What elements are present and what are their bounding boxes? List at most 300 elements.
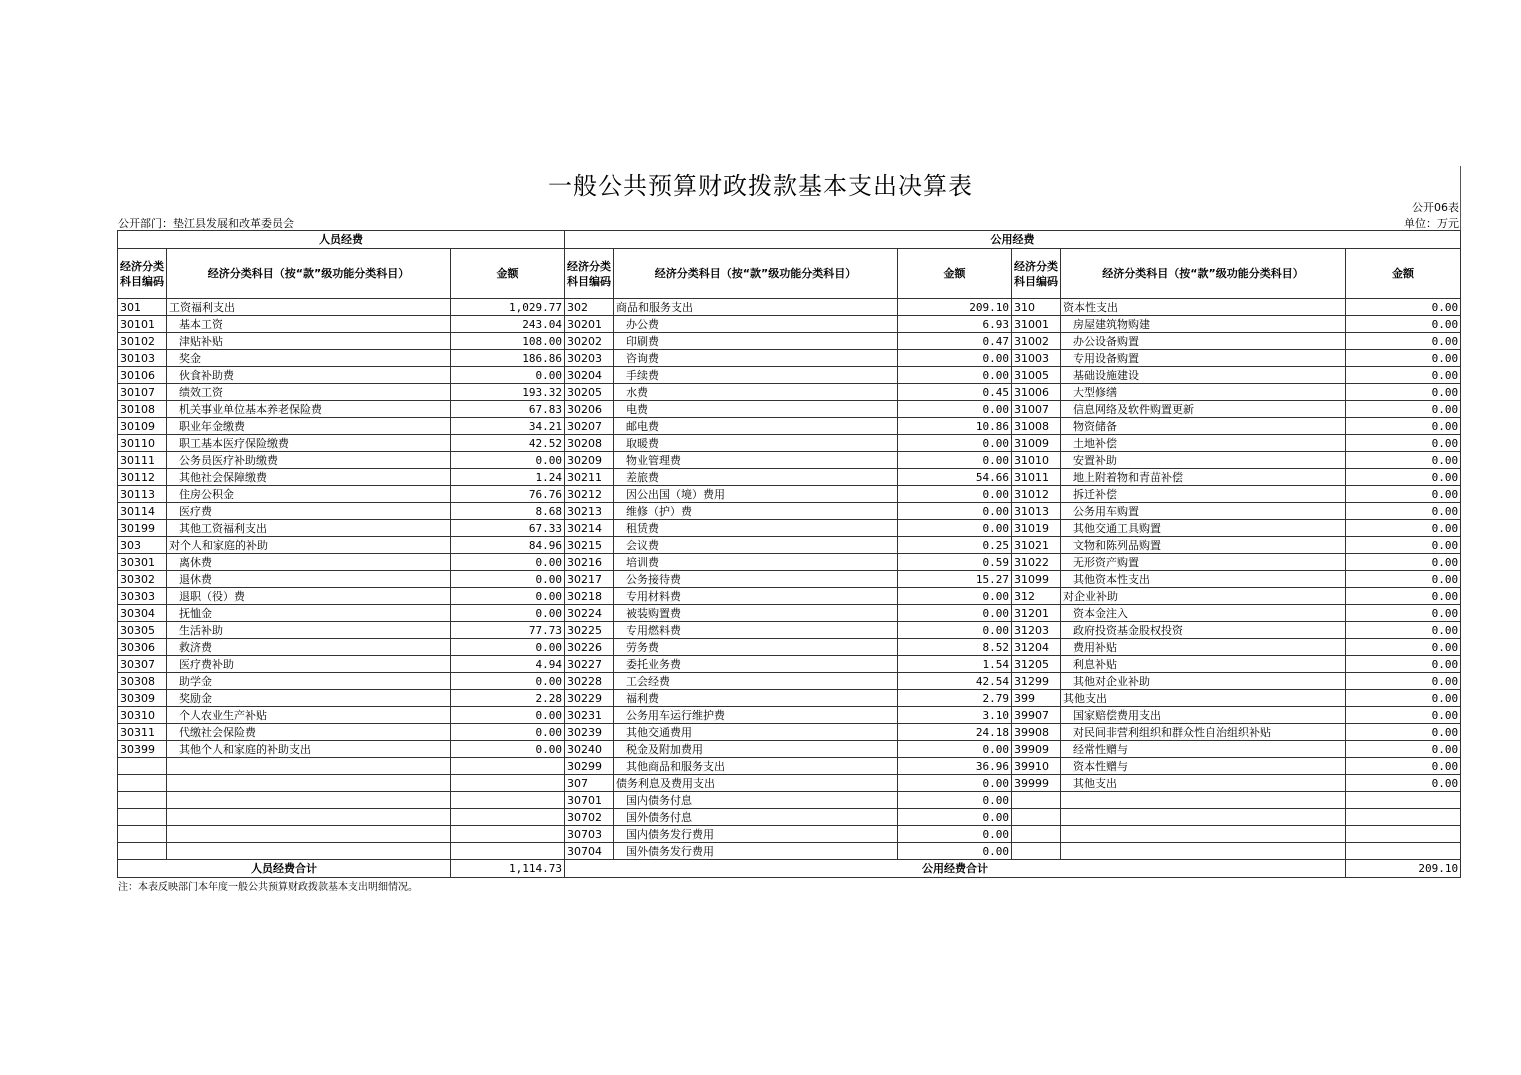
amount-cell: 0.00 (898, 367, 1012, 384)
code-cell: 31099 (1012, 571, 1061, 588)
name-cell (1061, 843, 1346, 860)
amount-cell: 1.54 (898, 656, 1012, 673)
header-amount: 金额 (1346, 249, 1461, 299)
name-cell: 培训费 (614, 554, 898, 571)
code-cell (1012, 809, 1061, 826)
amount-cell: 84.96 (451, 537, 565, 554)
amount-cell: 0.00 (1346, 299, 1461, 316)
amount-cell: 15.27 (898, 571, 1012, 588)
name-cell: 差旅费 (614, 469, 898, 486)
name-cell: 专用燃料费 (614, 622, 898, 639)
code-cell: 399 (1012, 690, 1061, 707)
name-cell: 办公费 (614, 316, 898, 333)
table-row (118, 350, 1461, 367)
amount-cell: 24.18 (898, 724, 1012, 741)
amount-cell: 0.00 (1346, 639, 1461, 656)
name-cell: 代缴社会保险费 (167, 724, 451, 741)
table-row (118, 656, 1461, 673)
name-cell: 物资储备 (1061, 418, 1346, 435)
code-cell: 312 (1012, 588, 1061, 605)
code-cell: 30208 (565, 435, 614, 452)
amount-cell (1346, 826, 1461, 843)
table-row (118, 333, 1461, 350)
table-row (118, 384, 1461, 401)
code-cell: 30203 (565, 350, 614, 367)
table-row (118, 690, 1461, 707)
amount-cell: 0.00 (451, 452, 565, 469)
code-cell: 39909 (1012, 741, 1061, 758)
table-row (118, 673, 1461, 690)
table-row (118, 741, 1461, 758)
amount-cell: 0.00 (451, 741, 565, 758)
amount-cell: 0.00 (898, 486, 1012, 503)
amount-cell (451, 809, 565, 826)
code-cell: 30218 (565, 588, 614, 605)
amount-cell: 0.00 (1346, 554, 1461, 571)
name-cell: 专用材料费 (614, 588, 898, 605)
name-cell: 资本性支出 (1061, 299, 1346, 316)
table-row (118, 826, 1461, 843)
name-cell (167, 775, 451, 792)
section-public: 公用经费 (565, 231, 1461, 249)
header-amount: 金额 (898, 249, 1012, 299)
name-cell: 职工基本医疗保险缴费 (167, 435, 451, 452)
name-cell: 生活补助 (167, 622, 451, 639)
name-cell: 无形资产购置 (1061, 554, 1346, 571)
name-cell: 基础设施建设 (1061, 367, 1346, 384)
code-cell: 30103 (118, 350, 167, 367)
header-code: 经济分类科目编码 (1012, 249, 1061, 299)
amount-cell: 0.00 (1346, 486, 1461, 503)
amount-cell: 77.73 (451, 622, 565, 639)
name-cell: 维修（护）费 (614, 503, 898, 520)
name-cell: 救济费 (167, 639, 451, 656)
table-body (118, 299, 1461, 860)
name-cell: 津贴补贴 (167, 333, 451, 350)
header-code: 经济分类科目编码 (118, 249, 167, 299)
code-cell (1012, 792, 1061, 809)
code-cell: 30211 (565, 469, 614, 486)
amount-cell: 0.00 (451, 707, 565, 724)
code-cell: 30229 (565, 690, 614, 707)
amount-cell: 42.54 (898, 673, 1012, 690)
footnote: 注：本表反映部门本年度一般公共预算财政拨款基本支出明细情况。 (118, 882, 418, 893)
amount-cell: 0.00 (1346, 401, 1461, 418)
amount-cell: 209.10 (898, 299, 1012, 316)
code-cell: 30703 (565, 826, 614, 843)
amount-cell: 0.00 (1346, 384, 1461, 401)
amount-cell: 0.00 (898, 826, 1012, 843)
code-cell: 302 (565, 299, 614, 316)
code-cell: 31006 (1012, 384, 1061, 401)
amount-cell (1346, 809, 1461, 826)
name-cell: 国家赔偿费用支出 (1061, 707, 1346, 724)
amount-cell: 0.00 (1346, 673, 1461, 690)
amount-cell: 0.47 (898, 333, 1012, 350)
amount-cell: 0.00 (898, 435, 1012, 452)
name-cell: 经常性赠与 (1061, 741, 1346, 758)
code-cell: 30307 (118, 656, 167, 673)
amount-cell: 0.00 (898, 775, 1012, 792)
table-row (118, 775, 1461, 792)
amount-cell: 0.00 (1346, 758, 1461, 775)
amount-cell: 0.00 (451, 605, 565, 622)
table-row (118, 605, 1461, 622)
code-cell (118, 758, 167, 775)
code-cell: 31011 (1012, 469, 1061, 486)
name-cell: 其他交通工具购置 (1061, 520, 1346, 537)
divider (1460, 166, 1461, 230)
code-cell: 31021 (1012, 537, 1061, 554)
amount-cell: 186.86 (451, 350, 565, 367)
code-cell (1012, 826, 1061, 843)
table-row (118, 452, 1461, 469)
code-cell: 30106 (118, 367, 167, 384)
amount-cell (1346, 792, 1461, 809)
table-row (118, 367, 1461, 384)
name-cell: 资本金注入 (1061, 605, 1346, 622)
amount-cell: 0.00 (1346, 605, 1461, 622)
amount-cell: 0.00 (898, 401, 1012, 418)
table-row (118, 622, 1461, 639)
name-cell (167, 843, 451, 860)
amount-cell: 243.04 (451, 316, 565, 333)
code-cell: 30206 (565, 401, 614, 418)
code-cell: 30231 (565, 707, 614, 724)
table-row (118, 843, 1461, 860)
amount-cell: 0.00 (1346, 452, 1461, 469)
name-cell: 公务用车运行维护费 (614, 707, 898, 724)
name-cell: 助学金 (167, 673, 451, 690)
name-cell: 医疗费补助 (167, 656, 451, 673)
amount-cell: 0.00 (898, 520, 1012, 537)
amount-cell: 0.00 (1346, 724, 1461, 741)
code-cell: 30704 (565, 843, 614, 860)
name-cell: 地上附着物和青苗补偿 (1061, 469, 1346, 486)
amount-cell (451, 775, 565, 792)
amount-cell: 0.00 (1346, 707, 1461, 724)
header-name: 经济分类科目（按“款”级功能分类科目） (1061, 249, 1346, 299)
code-cell: 39910 (1012, 758, 1061, 775)
name-cell (167, 826, 451, 843)
code-cell: 31001 (1012, 316, 1061, 333)
amount-cell: 0.00 (1346, 588, 1461, 605)
name-cell: 伙食补助费 (167, 367, 451, 384)
name-cell: 其他资本性支出 (1061, 571, 1346, 588)
public-total-label: 公用经费合计 (565, 860, 1346, 878)
page-title: 一般公共预算财政拨款基本支出决算表 (548, 172, 973, 200)
name-cell: 租赁费 (614, 520, 898, 537)
name-cell (1061, 809, 1346, 826)
name-cell: 物业管理费 (614, 452, 898, 469)
table-row (118, 571, 1461, 588)
table-row (118, 520, 1461, 537)
code-cell: 39999 (1012, 775, 1061, 792)
amount-cell: 0.00 (1346, 690, 1461, 707)
amount-cell: 0.00 (898, 503, 1012, 520)
name-cell: 资本性赠与 (1061, 758, 1346, 775)
code-cell: 31012 (1012, 486, 1061, 503)
amount-cell: 0.00 (1346, 367, 1461, 384)
code-cell: 30302 (118, 571, 167, 588)
name-cell: 印刷费 (614, 333, 898, 350)
amount-cell: 0.59 (898, 554, 1012, 571)
table-row (118, 639, 1461, 656)
table-row (118, 469, 1461, 486)
amount-cell: 10.86 (898, 418, 1012, 435)
code-cell: 30301 (118, 554, 167, 571)
amount-cell: 36.96 (898, 758, 1012, 775)
code-cell: 30311 (118, 724, 167, 741)
name-cell: 土地补偿 (1061, 435, 1346, 452)
code-cell: 30101 (118, 316, 167, 333)
form-number: 公开06表 (1412, 201, 1459, 214)
personnel-total-amount: 1,114.73 (451, 860, 565, 878)
name-cell (167, 809, 451, 826)
code-cell: 30213 (565, 503, 614, 520)
code-cell: 30309 (118, 690, 167, 707)
code-cell: 30217 (565, 571, 614, 588)
code-cell: 39908 (1012, 724, 1061, 741)
code-cell (1012, 843, 1061, 860)
amount-cell: 0.00 (898, 622, 1012, 639)
name-cell: 国外债务发行费用 (614, 843, 898, 860)
code-cell: 30204 (565, 367, 614, 384)
code-cell: 301 (118, 299, 167, 316)
code-cell: 30214 (565, 520, 614, 537)
code-cell: 31201 (1012, 605, 1061, 622)
code-cell: 30226 (565, 639, 614, 656)
name-cell: 公务接待费 (614, 571, 898, 588)
code-cell: 31003 (1012, 350, 1061, 367)
name-cell: 拆迁补偿 (1061, 486, 1346, 503)
code-cell: 307 (565, 775, 614, 792)
code-cell: 30212 (565, 486, 614, 503)
table-row (118, 707, 1461, 724)
table-row (118, 435, 1461, 452)
personnel-total-label: 人员经费合计 (118, 860, 451, 878)
amount-cell: 0.00 (898, 809, 1012, 826)
code-cell: 30110 (118, 435, 167, 452)
name-cell: 其他支出 (1061, 775, 1346, 792)
table-row (118, 503, 1461, 520)
amount-cell: 0.00 (1346, 316, 1461, 333)
name-cell: 水费 (614, 384, 898, 401)
name-cell: 电费 (614, 401, 898, 418)
amount-cell (451, 792, 565, 809)
amount-cell: 4.94 (451, 656, 565, 673)
amount-cell: 3.10 (898, 707, 1012, 724)
name-cell: 个人农业生产补贴 (167, 707, 451, 724)
name-cell: 退休费 (167, 571, 451, 588)
amount-cell: 0.00 (898, 843, 1012, 860)
code-cell: 31008 (1012, 418, 1061, 435)
name-cell: 取暖费 (614, 435, 898, 452)
code-cell: 31002 (1012, 333, 1061, 350)
amount-cell: 34.21 (451, 418, 565, 435)
code-cell (118, 826, 167, 843)
code-cell: 30107 (118, 384, 167, 401)
amount-cell: 6.93 (898, 316, 1012, 333)
name-cell: 公务用车购置 (1061, 503, 1346, 520)
name-cell: 工资福利支出 (167, 299, 451, 316)
amount-cell: 0.00 (451, 367, 565, 384)
code-cell (118, 809, 167, 826)
section-personnel: 人员经费 (118, 231, 565, 249)
name-cell: 国外债务付息 (614, 809, 898, 826)
amount-cell: 0.00 (1346, 435, 1461, 452)
name-cell: 安置补助 (1061, 452, 1346, 469)
code-cell: 31205 (1012, 656, 1061, 673)
amount-cell: 8.68 (451, 503, 565, 520)
amount-cell: 67.83 (451, 401, 565, 418)
name-cell: 住房公积金 (167, 486, 451, 503)
code-cell: 30308 (118, 673, 167, 690)
name-cell: 办公设备购置 (1061, 333, 1346, 350)
name-cell: 离休费 (167, 554, 451, 571)
amount-cell: 0.00 (1346, 571, 1461, 588)
amount-cell: 0.00 (898, 350, 1012, 367)
name-cell (167, 758, 451, 775)
code-cell: 30702 (565, 809, 614, 826)
name-cell: 对民间非营利组织和群众性自治组织补贴 (1061, 724, 1346, 741)
code-cell: 30299 (565, 758, 614, 775)
table-row (118, 401, 1461, 418)
code-cell (118, 792, 167, 809)
amount-cell: 0.00 (451, 571, 565, 588)
name-cell (1061, 826, 1346, 843)
code-cell: 30205 (565, 384, 614, 401)
amount-cell: 54.66 (898, 469, 1012, 486)
code-cell: 30227 (565, 656, 614, 673)
total-row (118, 860, 1461, 878)
code-cell: 30305 (118, 622, 167, 639)
name-cell: 房屋建筑物购建 (1061, 316, 1346, 333)
amount-cell (451, 843, 565, 860)
header-name: 经济分类科目（按“款”级功能分类科目） (167, 249, 451, 299)
code-cell: 310 (1012, 299, 1061, 316)
name-cell: 劳务费 (614, 639, 898, 656)
amount-cell: 0.00 (1346, 418, 1461, 435)
code-cell: 30216 (565, 554, 614, 571)
code-cell: 31005 (1012, 367, 1061, 384)
code-cell: 30199 (118, 520, 167, 537)
name-cell: 对个人和家庭的补助 (167, 537, 451, 554)
public-total-amount: 209.10 (1346, 860, 1461, 878)
name-cell: 费用补贴 (1061, 639, 1346, 656)
amount-cell: 108.00 (451, 333, 565, 350)
code-cell: 31013 (1012, 503, 1061, 520)
name-cell: 其他支出 (1061, 690, 1346, 707)
amount-cell: 0.00 (451, 554, 565, 571)
code-cell: 30303 (118, 588, 167, 605)
name-cell: 抚恤金 (167, 605, 451, 622)
name-cell: 其他对企业补助 (1061, 673, 1346, 690)
code-cell: 30215 (565, 537, 614, 554)
name-cell: 奖励金 (167, 690, 451, 707)
code-cell: 30225 (565, 622, 614, 639)
code-cell: 31203 (1012, 622, 1061, 639)
amount-cell: 0.00 (451, 588, 565, 605)
code-cell: 30310 (118, 707, 167, 724)
table-row (118, 486, 1461, 503)
name-cell: 绩效工资 (167, 384, 451, 401)
amount-cell: 0.00 (451, 673, 565, 690)
amount-cell: 0.00 (1346, 775, 1461, 792)
unit-label: 单位：万元 (1404, 217, 1459, 230)
table-row (118, 792, 1461, 809)
amount-cell: 0.00 (451, 639, 565, 656)
header-code: 经济分类科目编码 (565, 249, 614, 299)
code-cell: 303 (118, 537, 167, 554)
name-cell: 政府投资基金股权投资 (1061, 622, 1346, 639)
name-cell: 医疗费 (167, 503, 451, 520)
name-cell: 因公出国（境）费用 (614, 486, 898, 503)
amount-cell: 0.00 (898, 588, 1012, 605)
amount-cell (451, 758, 565, 775)
code-cell: 30109 (118, 418, 167, 435)
code-cell: 30108 (118, 401, 167, 418)
amount-cell: 0.00 (1346, 333, 1461, 350)
name-cell: 专用设备购置 (1061, 350, 1346, 367)
name-cell: 邮电费 (614, 418, 898, 435)
name-cell: 咨询费 (614, 350, 898, 367)
name-cell (1061, 792, 1346, 809)
name-cell: 机关事业单位基本养老保险费 (167, 401, 451, 418)
amount-cell: 0.00 (1346, 622, 1461, 639)
code-cell (118, 775, 167, 792)
table-row (118, 758, 1461, 775)
amount-cell: 0.25 (898, 537, 1012, 554)
name-cell: 其他工资福利支出 (167, 520, 451, 537)
amount-cell: 0.00 (1346, 537, 1461, 554)
name-cell: 信息网络及软件购置更新 (1061, 401, 1346, 418)
name-cell: 会议费 (614, 537, 898, 554)
code-cell: 31007 (1012, 401, 1061, 418)
name-cell: 大型修缮 (1061, 384, 1346, 401)
amount-cell: 2.79 (898, 690, 1012, 707)
budget-table (117, 230, 1461, 878)
code-cell: 30112 (118, 469, 167, 486)
table-row (118, 588, 1461, 605)
code-cell: 30228 (565, 673, 614, 690)
name-cell: 其他交通费用 (614, 724, 898, 741)
amount-cell: 0.45 (898, 384, 1012, 401)
amount-cell: 0.00 (1346, 741, 1461, 758)
code-cell: 30111 (118, 452, 167, 469)
amount-cell: 1.24 (451, 469, 565, 486)
code-cell: 31009 (1012, 435, 1061, 452)
code-cell: 30399 (118, 741, 167, 758)
table-row (118, 299, 1461, 316)
amount-cell: 0.00 (898, 452, 1012, 469)
name-cell: 其他社会保障缴费 (167, 469, 451, 486)
name-cell: 委托业务费 (614, 656, 898, 673)
amount-cell: 0.00 (451, 724, 565, 741)
amount-cell: 0.00 (898, 792, 1012, 809)
name-cell: 国内债务付息 (614, 792, 898, 809)
name-cell: 文物和陈列品购置 (1061, 537, 1346, 554)
code-cell: 30102 (118, 333, 167, 350)
amount-cell: 76.76 (451, 486, 565, 503)
code-cell: 30209 (565, 452, 614, 469)
table-row (118, 809, 1461, 826)
name-cell (167, 792, 451, 809)
amount-cell: 8.52 (898, 639, 1012, 656)
code-cell: 31010 (1012, 452, 1061, 469)
code-cell: 30114 (118, 503, 167, 520)
name-cell: 商品和服务支出 (614, 299, 898, 316)
